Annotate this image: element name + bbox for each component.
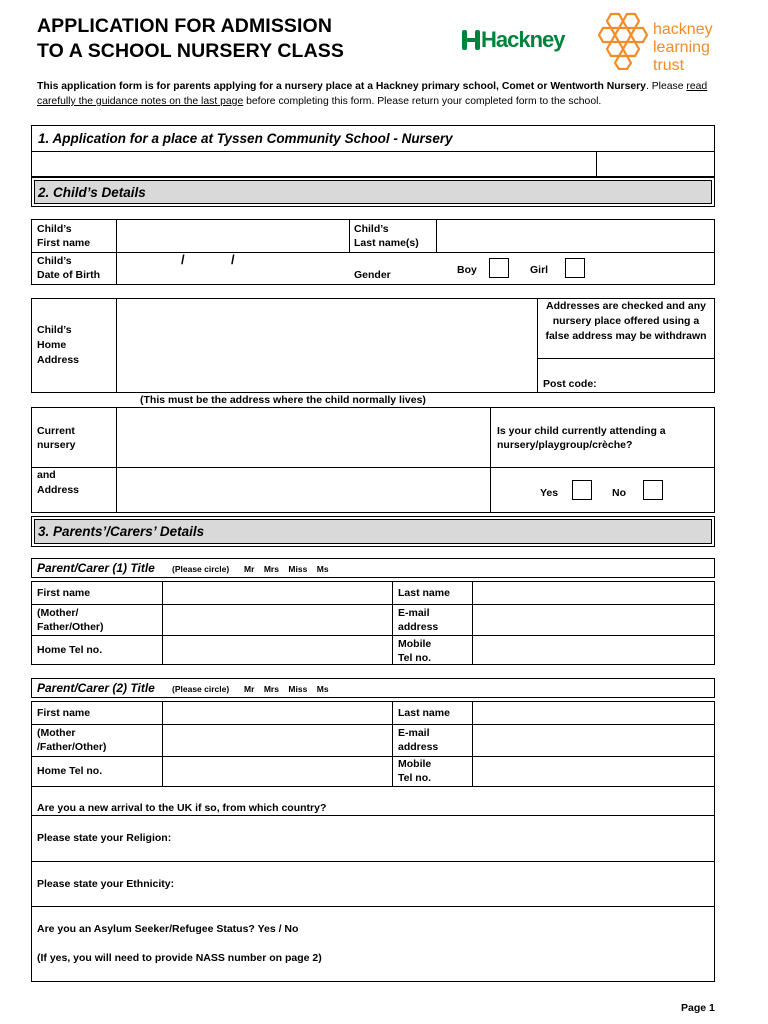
attending-no-label: No xyxy=(612,487,626,499)
parent1-email-field[interactable] xyxy=(473,605,714,635)
child-first-name-label: Child’s First name xyxy=(37,223,91,249)
parent2-title-row xyxy=(31,678,715,698)
boy-checkbox[interactable] xyxy=(489,258,509,278)
child-dob-label: Child’s Date of Birth xyxy=(37,255,100,281)
parent2-first-name-field[interactable] xyxy=(163,702,392,724)
section-2-heading: 2. Child’s Details xyxy=(38,185,146,200)
address-warning-note: Addresses are checked and any nursery place offered using a false address may be withdrawn xyxy=(545,300,707,342)
parent1-last-name-field[interactable] xyxy=(473,582,714,604)
intro-text-3: before completing this form. Please return your completed form to the school. xyxy=(243,96,602,107)
section-3-heading: 3. Parents’/Carers’ Details xyxy=(38,524,205,539)
school-code-field[interactable] xyxy=(596,152,715,177)
address-footnote: (This must be the address where the child normally lives) xyxy=(140,394,426,406)
gender-label: Gender xyxy=(354,269,391,281)
nass-note: (If yes, you will need to provide NASS number on page 2) xyxy=(37,952,322,964)
intro-paragraph xyxy=(37,79,727,109)
new-arrival-question: Are you a new arrival to the UK if so, from which country? xyxy=(37,802,327,814)
ethnicity-field[interactable] xyxy=(190,862,714,906)
current-nursery-label: Current nursery xyxy=(37,425,76,451)
parent1-title-options[interactable]: Mr Mrs Miss Ms xyxy=(244,564,329,574)
child-last-name-field[interactable] xyxy=(437,220,714,252)
section-3-heading-box xyxy=(31,516,715,547)
parent2-home-tel-label: Home Tel no. xyxy=(37,765,103,777)
section-2-heading-box xyxy=(31,177,715,207)
child-last-name-label: Child’s Last name(s) xyxy=(354,223,419,249)
parent2-mobile-label: Mobile Tel no. xyxy=(398,758,432,784)
parent1-last-name-label: Last name xyxy=(398,587,450,599)
dob-separator-2: / xyxy=(231,252,235,267)
school-name-field[interactable] xyxy=(31,152,597,177)
parent2-home-tel-field[interactable] xyxy=(163,757,392,786)
parent1-relation-label: (Mother/ Father/Other) xyxy=(37,607,104,633)
ethnicity-question: Please state your Ethnicity: xyxy=(37,878,175,890)
parent1-mobile-field[interactable] xyxy=(473,636,714,664)
intro-text-1: This application form is for parents applying for a nursery place at a Hackney primary school, Comet or Wentworth Nursery xyxy=(37,81,646,92)
parent1-home-tel-field[interactable] xyxy=(163,636,392,664)
parent2-mobile-field[interactable] xyxy=(473,757,714,786)
learning-trust-line-1: hackney xyxy=(653,21,713,38)
parent2-relation-label: (Mother /Father/Other) xyxy=(37,727,107,753)
child-address-field[interactable] xyxy=(117,299,537,392)
parent1-first-name-field[interactable] xyxy=(163,582,392,604)
hackney-h-icon xyxy=(461,28,481,52)
attending-no-checkbox[interactable] xyxy=(643,480,663,500)
hackney-logo-text: Hackney xyxy=(481,27,565,52)
section-1-heading: 1. Application for a place at Tyssen Community School - Nursery xyxy=(38,131,453,146)
parent2-first-name-label: First name xyxy=(37,707,91,719)
boy-label: Boy xyxy=(457,264,477,276)
parent1-mobile-label: Mobile Tel no. xyxy=(398,638,432,664)
parent1-title-row xyxy=(31,558,715,578)
parent2-title-label: Parent/Carer (2) Title xyxy=(37,681,155,695)
current-nursery-field[interactable] xyxy=(117,408,490,467)
hackney-logo xyxy=(461,27,565,55)
learning-trust-logo xyxy=(597,12,742,74)
parent2-email-label: E-mail address xyxy=(398,727,439,753)
guidance-notes-link: read carefully the guidance notes on the last page xyxy=(37,81,708,107)
child-address-label: Child’s Home Address xyxy=(37,324,80,366)
learning-trust-line-2: learning trust xyxy=(653,39,710,74)
parent1-circle-hint: (Please circle) xyxy=(172,564,230,574)
nursery-address-label: and Address xyxy=(37,469,80,496)
nursery-address-field[interactable] xyxy=(117,468,490,512)
religion-question: Please state your Religion: xyxy=(37,832,172,844)
asylum-question[interactable]: Are you an Asylum Seeker/Refugee Status? Yes / No xyxy=(37,923,299,935)
attending-yes-checkbox[interactable] xyxy=(572,480,592,500)
postcode-field[interactable] xyxy=(600,360,714,392)
parent1-home-tel-label: Home Tel no. xyxy=(37,644,103,656)
attending-yes-label: Yes xyxy=(540,487,559,499)
parent1-relation-field[interactable] xyxy=(163,605,392,635)
parent2-circle-hint: (Please circle) xyxy=(172,684,230,694)
religion-field[interactable] xyxy=(190,816,714,861)
attending-nursery-question: Is your child currently attending a nursery/playgroup/crèche? xyxy=(497,425,666,451)
girl-checkbox[interactable] xyxy=(565,258,585,278)
intro-text-2: . Please xyxy=(645,81,687,92)
parent1-first-name-label: First name xyxy=(37,587,91,599)
parent2-email-field[interactable] xyxy=(473,725,714,756)
parent2-title-options[interactable]: Mr Mrs Miss Ms xyxy=(244,684,329,694)
title-line-1: APPLICATION FOR ADMISSION xyxy=(37,15,332,37)
dob-separator-1: / xyxy=(181,252,185,267)
parent2-last-name-field[interactable] xyxy=(473,702,714,724)
parent2-relation-field[interactable] xyxy=(163,725,392,756)
parent2-last-name-label: Last name xyxy=(398,707,450,719)
child-first-name-field[interactable] xyxy=(117,220,348,252)
page-title xyxy=(37,14,344,64)
postcode-label: Post code: xyxy=(543,378,597,390)
girl-label: Girl xyxy=(530,264,549,276)
parent1-email-label: E-mail address xyxy=(398,607,439,633)
title-line-2: TO A SCHOOL NURSERY CLASS xyxy=(37,40,344,62)
honeycomb-icon xyxy=(597,12,649,70)
section-1-heading-box xyxy=(31,125,715,152)
parent1-title-label: Parent/Carer (1) Title xyxy=(37,561,155,575)
page-number: Page 1 xyxy=(681,1002,715,1014)
new-arrival-field[interactable] xyxy=(360,787,714,815)
